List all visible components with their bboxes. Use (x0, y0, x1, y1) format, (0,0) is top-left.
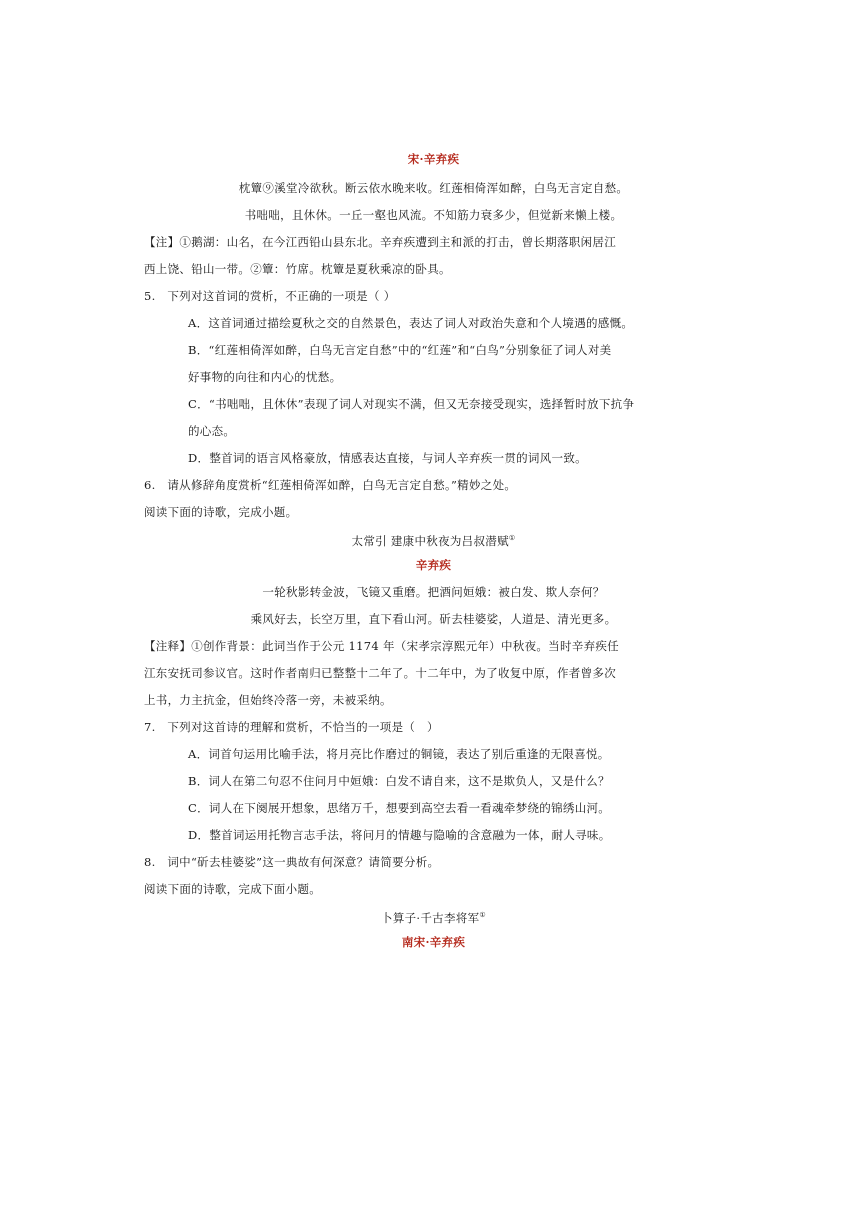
question-5-option-d: D．整首词的语言风格豪放，情感表达直接，与词人辛弃疾一贯的词风一致。 (188, 451, 587, 465)
poem2-verse-2: 乘风好去，长空万里，直下看山河。斫去桂婆娑，人道是、清光更多。 (250, 612, 617, 626)
reading-instruction-2: 阅读下面的诗歌，完成下面小题。 (144, 882, 321, 896)
poem3-title-note-mark: ① (479, 911, 486, 919)
poem1-verse-2: 书咄咄，且休休。一丘一壑也风流。不知筋力衰多少，但觉新来懒上楼。 (244, 208, 623, 222)
question-5-option-b: B．“红莲相倚浑如醉，白鸟无言定自愁”中的“红莲”和“白鸟”分别象征了词人对美 (188, 343, 612, 357)
poem3-title (0, 907, 867, 926)
question-5-option-a: A．这首词通过描绘夏秋之交的自然景色，表达了词人对政治失意和个人境遇的感慨。 (188, 316, 634, 330)
question-8-stem: 8. 词中“斫去桂婆娑”这一典故有何深意？请简要分析。 (144, 855, 440, 869)
question-7-stem: 7. 下列对这首诗的理解和赏析，不恰当的一项是（ ） (144, 720, 439, 734)
poem1-verse-1: 枕簟⑨溪堂冷欲秋。断云依水晚来收。红莲相倚浑如醉，白鸟无言定自愁。 (238, 181, 629, 195)
poem2-note-2: 江东安抚司参议官。这时作者南归已整整十二年了。十二年中，为了收复中原，作者曾多次 (144, 666, 616, 680)
question-7-option-c: C．词人在下阕展开想象，思绪万千，想要到高空去看一看魂牵梦绕的锦绣山河。 (188, 801, 611, 815)
poem3-author: 南宋·辛弃疾 (401, 935, 466, 949)
poem2-title-text: 太常引 建康中秋夜为吕叔潜赋 (351, 533, 509, 548)
poem2-note-1: 【注释】①创作背景：此词当作于公元 1174 年（宋孝宗淳熙元年）中秋夜。当时辛弃疾任 (144, 639, 619, 653)
question-7-option-b: B．词人在第二句忍不住问月中姮娥：白发不请自来，这不是欺负人，又是什么？ (188, 774, 610, 788)
poem2-title-note-mark: ① (508, 534, 516, 542)
question-5-option-b-cont: 好事物的向往和内心的忧愁。 (188, 370, 342, 384)
poem1-note-2: 西上饶、铅山一带。②簟：竹席。枕簟是夏秋乘凉的卧具。 (144, 262, 451, 276)
poem2-author: 辛弃疾 (415, 558, 452, 572)
question-7-option-a: A．词首句运用比喻手法，将月亮比作磨过的铜镜，表达了别后重逢的无限喜悦。 (188, 747, 610, 761)
poem3-title-text: 卜算子·千古李将军 (381, 910, 480, 925)
question-5-option-c: C．“书咄咄，且休休”表现了词人对现实不满，但又无奈接受现实，选择暂时放下抗争 (188, 397, 635, 411)
poem1-author: 宋·辛弃疾 (407, 152, 460, 166)
poem2-verse-1: 一轮秋影转金波，飞镜又重磨。把酒问姮娥：被白发、欺人奈何？ (262, 585, 605, 599)
question-5-stem: 5. 下列对这首词的赏析，不正确的一项是（ ） (144, 289, 396, 303)
poem1-note-1: 【注】①鹅湖：山名，在今江西铅山县东北。辛弃疾遭到主和派的打击，曾长期落职闲居江 (144, 235, 616, 249)
question-5-option-c-cont: 的心态。 (188, 424, 236, 438)
reading-instruction-1: 阅读下面的诗歌，完成小题。 (144, 505, 298, 519)
question-6-stem: 6. 请从修辞角度赏析“红莲相倚浑如醉，白鸟无言定自愁。”精妙之处。 (144, 478, 517, 492)
poem2-title (0, 530, 867, 549)
poem2-note-3: 上书，力主抗金，但始终冷落一旁，未被采纳。 (144, 693, 392, 707)
question-7-option-d: D．整首词运用托物言志手法，将问月的情趣与隐喻的含意融为一体，耐人寻味。 (188, 828, 611, 842)
